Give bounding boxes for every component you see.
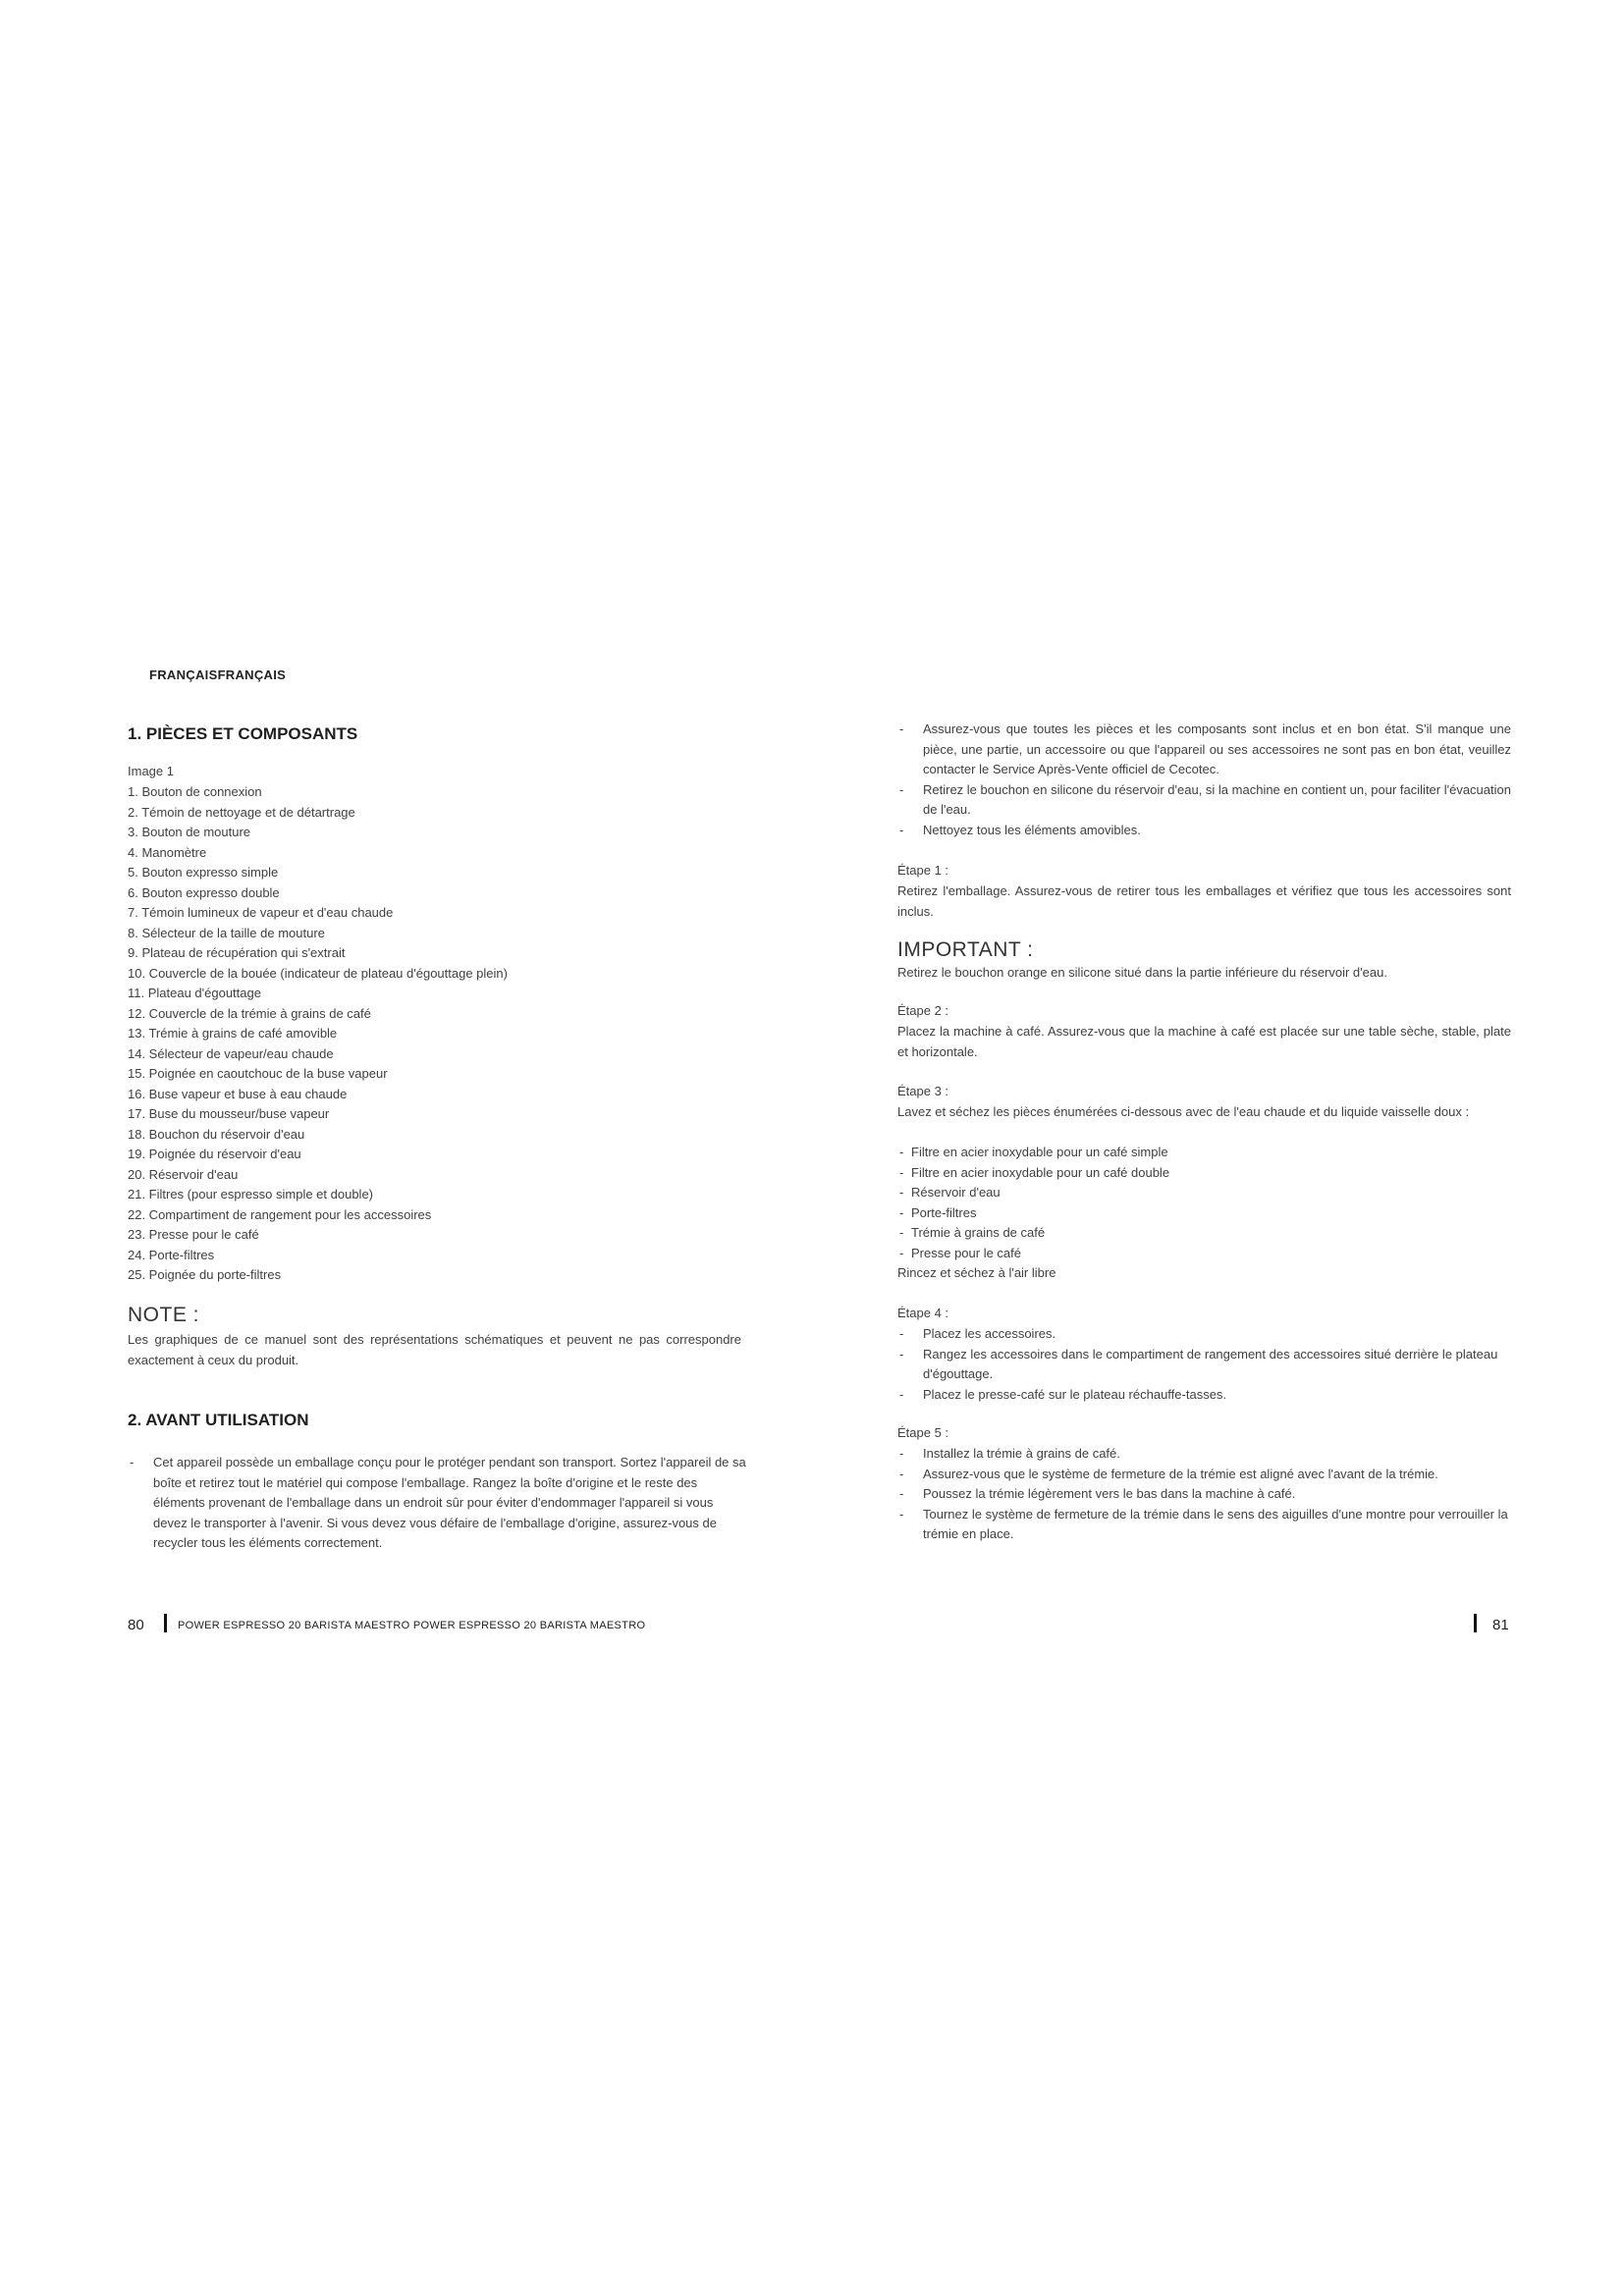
list-item bbox=[897, 1143, 1511, 1163]
bullet-dash: - bbox=[899, 1145, 904, 1159]
note-text: Les graphiques de ce manuel sont des représentations schématiques et peuvent ne pas correspondre exactement à ceux du produit. bbox=[128, 1332, 741, 1367]
list-item bbox=[128, 1044, 741, 1065]
list-item bbox=[897, 1444, 1511, 1465]
bullet-dash: - bbox=[899, 1164, 904, 1180]
list-item bbox=[128, 1064, 741, 1085]
bullet-dash: - bbox=[899, 1204, 904, 1220]
list-item bbox=[897, 1244, 1511, 1264]
bullet-dash: - bbox=[899, 1185, 904, 1200]
list-item bbox=[128, 1004, 741, 1025]
list-item-text: 1. Bouton de connexion bbox=[128, 784, 262, 799]
list-item bbox=[128, 843, 741, 864]
list-item bbox=[897, 1505, 1511, 1545]
list-item-text: 2. Témoin de nettoyage et de détartrage bbox=[128, 804, 355, 820]
bullet-dash: - bbox=[899, 1486, 904, 1501]
list-item bbox=[897, 1345, 1511, 1385]
list-item-text: 5. Bouton expresso simple bbox=[128, 865, 279, 880]
list-item bbox=[897, 1163, 1511, 1184]
list-item-text: Tournez le système de fermeture de la trémie dans le sens des aiguilles d'une montre pour verrouiller la trémie en place. bbox=[923, 1506, 1508, 1541]
list-item-text: 18. Bouchon du réservoir d'eau bbox=[128, 1126, 305, 1142]
list-item bbox=[128, 883, 741, 904]
bullet-dash: - bbox=[899, 1386, 904, 1402]
list-item bbox=[897, 1324, 1511, 1345]
list-item bbox=[128, 823, 741, 843]
list-item-text: Presse pour le café bbox=[911, 1245, 1022, 1260]
bullet-item: - Assurez-vous que toutes les pièces et les composants sont inclus et en bon état. S'il manque une pièce, une partie, un accessoire ou que l'appareil ou ses accessoires ne sont pas en bon état, veuillez contacter le Service Après-Vente officiel de Cecotec. bbox=[899, 721, 1511, 776]
footer-divider-right bbox=[1474, 1614, 1477, 1632]
bullet-dash: - bbox=[899, 1245, 904, 1260]
list-item-text: 12. Couvercle de la trémie à grains de café bbox=[128, 1005, 371, 1021]
section-title-before-use: 2. AVANT UTILISATION bbox=[128, 1411, 309, 1429]
list-item-text: Filtre en acier inoxydable pour un café simple bbox=[911, 1145, 1168, 1159]
list-item-text: Installez la trémie à grains de café. bbox=[923, 1446, 1120, 1461]
list-item bbox=[897, 1183, 1511, 1203]
step3-after: Rincez et séchez à l'air libre bbox=[897, 1265, 1056, 1280]
list-item bbox=[128, 964, 741, 985]
list-item bbox=[128, 803, 741, 824]
language-label: FRANÇAISFRANÇAIS bbox=[149, 667, 287, 682]
bullet-item: - Nettoyez tous les éléments amovibles. bbox=[899, 822, 1141, 837]
bullet-item: - Retirez le bouchon en silicone du réservoir d'eau, si la machine en contient un, pour faciliter l'évacuation de l'eau. bbox=[899, 781, 1511, 817]
list-item-text: Porte-filtres bbox=[911, 1204, 977, 1220]
list-item-text: 17. Buse du mousseur/buse vapeur bbox=[128, 1106, 330, 1121]
step1-title: Étape 1 : bbox=[897, 863, 949, 878]
list-item bbox=[128, 1265, 741, 1286]
footer-product-title: POWER ESPRESSO 20 BARISTA MAESTRO POWER ESPRESSO 20 BARISTA MAESTRO bbox=[178, 1620, 646, 1631]
list-item bbox=[128, 1185, 741, 1205]
list-item-text: 4. Manomètre bbox=[128, 844, 207, 860]
list-item-text: 15. Poignée en caoutchouc de la buse vapeur bbox=[128, 1066, 388, 1081]
parts-list bbox=[128, 782, 741, 1286]
bullet-dash: - bbox=[130, 1455, 135, 1469]
list-item bbox=[128, 984, 741, 1004]
list-item bbox=[128, 1205, 741, 1226]
list-item-text: 7. Témoin lumineux de vapeur et d'eau chaude bbox=[128, 905, 394, 920]
step5-list bbox=[897, 1444, 1511, 1545]
note-title: NOTE : bbox=[128, 1304, 200, 1326]
step4-list bbox=[897, 1324, 1511, 1405]
list-item-text: 8. Sélecteur de la taille de mouture bbox=[128, 925, 325, 940]
bullet-dash: - bbox=[899, 1346, 904, 1362]
list-item bbox=[897, 1465, 1511, 1485]
list-item-text: 21. Filtres (pour espresso simple et double) bbox=[128, 1187, 374, 1201]
bullet-text: Nettoyez tous les éléments amovibles. bbox=[923, 822, 1141, 837]
list-item bbox=[128, 863, 741, 883]
important-title: IMPORTANT : bbox=[897, 938, 1034, 961]
list-item bbox=[128, 1104, 741, 1125]
step4-title: Étape 4 : bbox=[897, 1306, 949, 1320]
list-item bbox=[897, 1223, 1511, 1244]
step3-text: Lavez et séchez les pièces énumérées ci-dessous avec de l'eau chaude et du liquide vaisselle doux : bbox=[897, 1104, 1470, 1119]
list-item bbox=[128, 1225, 741, 1246]
image-label: Image 1 bbox=[128, 764, 174, 778]
step5-title: Étape 5 : bbox=[897, 1425, 949, 1440]
section-title-parts: 1. PIÈCES ET COMPOSANTS bbox=[128, 724, 358, 743]
list-item-text: 14. Sélecteur de vapeur/eau chaude bbox=[128, 1045, 334, 1061]
list-item bbox=[897, 1484, 1511, 1505]
left-page-number: 80 bbox=[128, 1617, 144, 1633]
list-item bbox=[128, 924, 741, 944]
list-item-text: 9. Plateau de récupération qui s'extrait bbox=[128, 945, 346, 960]
list-item-text: 10. Couvercle de la bouée (indicateur de plateau d'égouttage plein) bbox=[128, 965, 508, 981]
bullet-dash: - bbox=[899, 1506, 904, 1522]
bullet-dash: - bbox=[899, 1466, 904, 1481]
list-item-text: Rangez les accessoires dans le compartiment de rangement des accessoires situé derrière le plateau d'égouttage. bbox=[923, 1346, 1498, 1381]
list-item-text: Trémie à grains de café bbox=[911, 1225, 1046, 1240]
list-item-text: Filtre en acier inoxydable pour un café double bbox=[911, 1164, 1170, 1180]
before-use-text: Cet appareil possède un emballage conçu pour le protéger pendant son transport. Sortez l'appareil de sa boîte et retirez tout le matériel qui compose l'emballage. Rangez la boîte d'origine et le reste des éléments provenant de l'emballage dans un endroit sûr pour éviter d'endommager l'appareil si vous devez le transporter à l'avenir. Si vous devez vous défaire de l'emballage d'origine, assurez-vous de recycler tous les éléments correctement. bbox=[153, 1455, 746, 1550]
before-use-bullet bbox=[128, 1453, 746, 1554]
list-item-text: 19. Poignée du réservoir d'eau bbox=[128, 1147, 301, 1161]
bullet-text: Retirez le bouchon en silicone du réservoir d'eau, si la machine en contient un, pour faciliter l'évacuation de l'eau. bbox=[923, 781, 1511, 817]
bullet-dash: - bbox=[899, 1326, 904, 1341]
list-item bbox=[897, 1385, 1511, 1406]
important-text: Retirez le bouchon orange en silicone situé dans la partie inférieure du réservoir d'eau. bbox=[897, 965, 1387, 980]
list-item bbox=[897, 1203, 1511, 1224]
list-item bbox=[128, 1165, 741, 1186]
list-item-text: Assurez-vous que le système de fermeture de la trémie est aligné avec l'avant de la trémie. bbox=[923, 1466, 1438, 1481]
list-item-text: 3. Bouton de mouture bbox=[128, 825, 251, 839]
list-item-text: 22. Compartiment de rangement pour les accessoires bbox=[128, 1206, 432, 1222]
step2-text: Placez la machine à café. Assurez-vous que la machine à café est placée sur une table sèche, stable, plate et horizontale. bbox=[897, 1024, 1511, 1059]
bullet-dash: - bbox=[899, 1225, 904, 1240]
list-item-text: Placez le presse-café sur le plateau réchauffe-tasses. bbox=[923, 1386, 1227, 1402]
step3-title: Étape 3 : bbox=[897, 1084, 949, 1098]
list-item bbox=[128, 943, 741, 964]
list-item-text: Poussez la trémie légèrement vers le bas dans la machine à café. bbox=[923, 1486, 1296, 1501]
right-bullets bbox=[897, 720, 1511, 840]
step2-title: Étape 2 : bbox=[897, 1003, 949, 1018]
list-item bbox=[128, 1085, 741, 1105]
bullet-dash: - bbox=[899, 1446, 904, 1461]
list-item-text: 24. Porte-filtres bbox=[128, 1247, 215, 1262]
list-item-text: Réservoir d'eau bbox=[911, 1185, 1001, 1200]
footer-divider-left bbox=[164, 1614, 167, 1632]
list-item bbox=[128, 1246, 741, 1266]
right-page-number: 81 bbox=[1492, 1617, 1509, 1633]
list-item bbox=[128, 1125, 741, 1146]
list-item-text: 13. Trémie à grains de café amovible bbox=[128, 1026, 338, 1041]
list-item-text: Placez les accessoires. bbox=[923, 1326, 1056, 1341]
list-item bbox=[128, 1024, 741, 1044]
list-item-text: 6. Bouton expresso double bbox=[128, 884, 280, 900]
list-item-text: 20. Réservoir d'eau bbox=[128, 1166, 239, 1182]
list-item-text: 16. Buse vapeur et buse à eau chaude bbox=[128, 1086, 348, 1101]
step3-list bbox=[897, 1143, 1511, 1263]
list-item-text: 25. Poignée du porte-filtres bbox=[128, 1267, 282, 1282]
list-item-text: 11. Plateau d'égouttage bbox=[128, 986, 261, 1000]
step1-text: Retirez l'emballage. Assurez-vous de retirer tous les emballages et vérifiez que tous les accessoires sont inclus. bbox=[897, 883, 1511, 919]
list-item bbox=[128, 1145, 741, 1165]
list-item bbox=[128, 903, 741, 924]
list-item bbox=[128, 782, 741, 803]
list-item-text: 23. Presse pour le café bbox=[128, 1227, 259, 1242]
bullet-text: Assurez-vous que toutes les pièces et les composants sont inclus et en bon état. S'il manque une pièce, une partie, un accessoire ou que l'appareil ou ses accessoires ne sont pas en bon état, veuillez contacter le Service Après-Vente officiel de Cecotec. bbox=[923, 721, 1511, 776]
